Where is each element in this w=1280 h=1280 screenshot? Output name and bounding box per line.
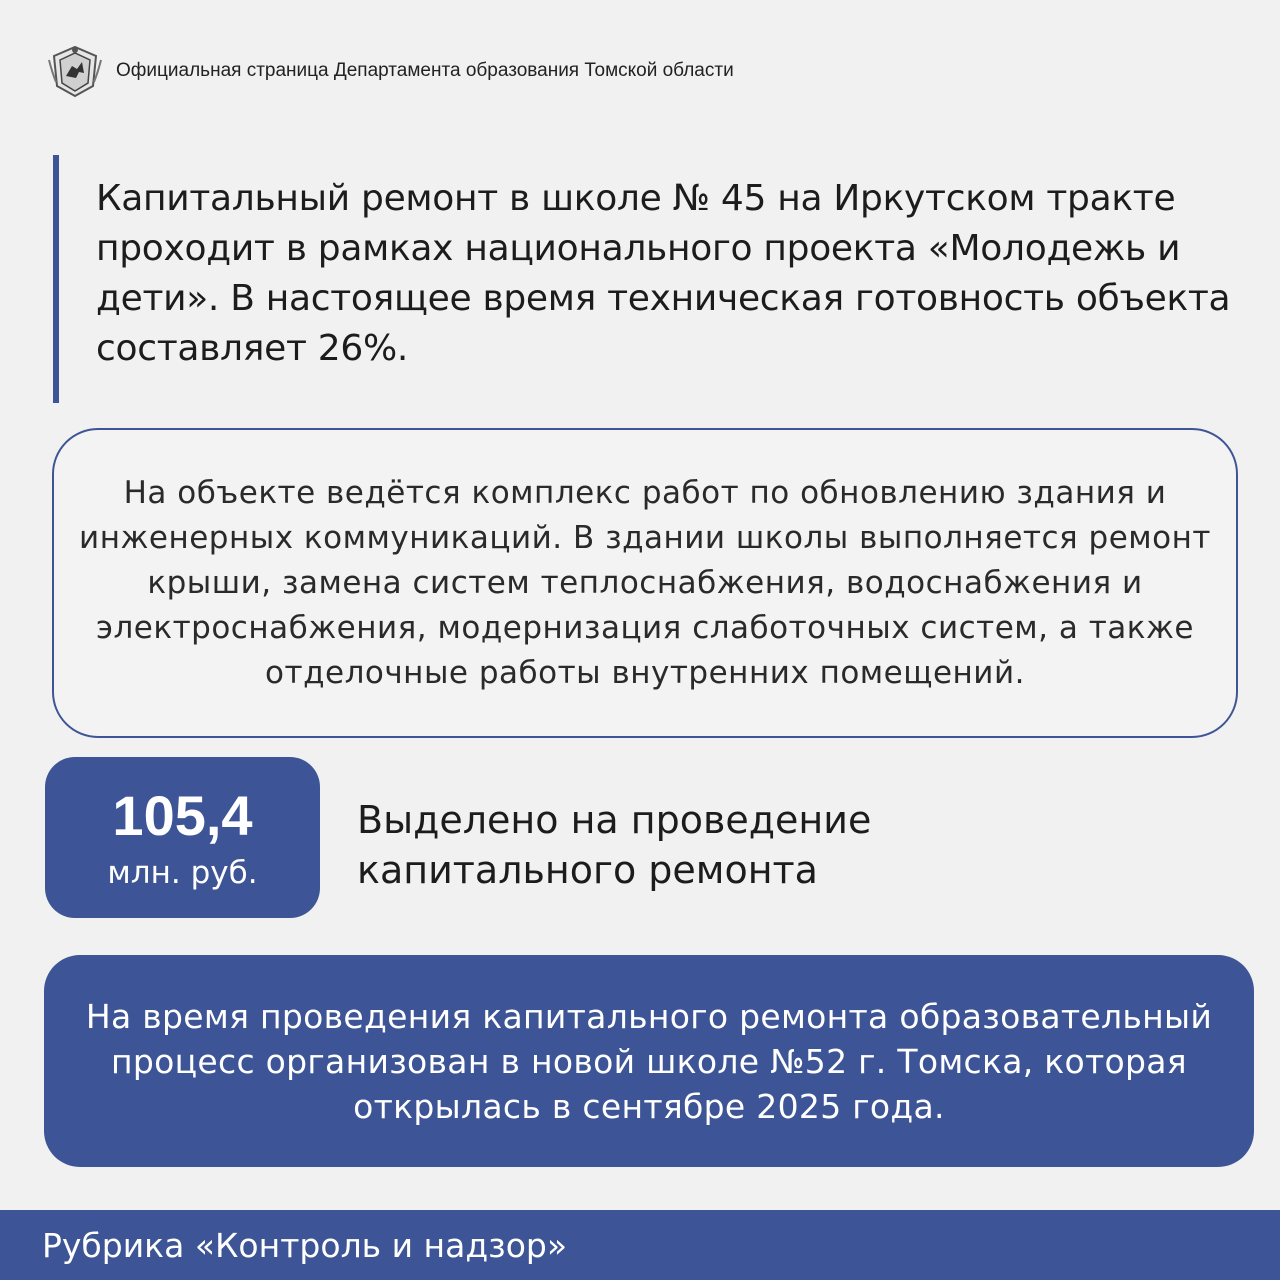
education-process-note — [44, 955, 1254, 1167]
works-info-box — [52, 428, 1238, 738]
note-text: На время проведения капитального ремонта образовательный процесс организован в новой школе №52 г. Томска, которая открылась в сентябре 2025 года. — [85, 996, 1213, 1126]
footer-rubric-bar — [0, 1210, 1280, 1280]
funding-unit: млн. руб. — [107, 855, 258, 891]
page-source-title: Официальная страница Департамента образования Томской области — [116, 60, 734, 81]
funding-amount: 105,4 — [112, 784, 253, 847]
funding-caption: Выделено на проведение капитального ремонта — [357, 798, 872, 892]
works-description: На объекте ведётся комплекс работ по обновлению здания и инженерных коммуникаций. В здании школы выполняется ремонт крыши, замена систем теплоснабжения, водоснабжения и электроснабжения, модернизация слаботочных систем, а также отделочные работы внутренних помещений. — [79, 474, 1211, 691]
header — [46, 40, 734, 102]
lead-paragraph: Капитальный ремонт в школе № 45 на Иркутском тракте проходит в рамках национального проекта «Молодежь и дети». В настоящее время техническая готовность объекта составляет 26%. — [96, 178, 1231, 369]
tomsk-oblast-coat-of-arms-icon — [46, 42, 104, 100]
rubric-label: Рубрика «Контроль и надзор» — [42, 1225, 568, 1265]
funding-badge — [45, 757, 320, 918]
lead-accent-bar — [53, 155, 59, 403]
